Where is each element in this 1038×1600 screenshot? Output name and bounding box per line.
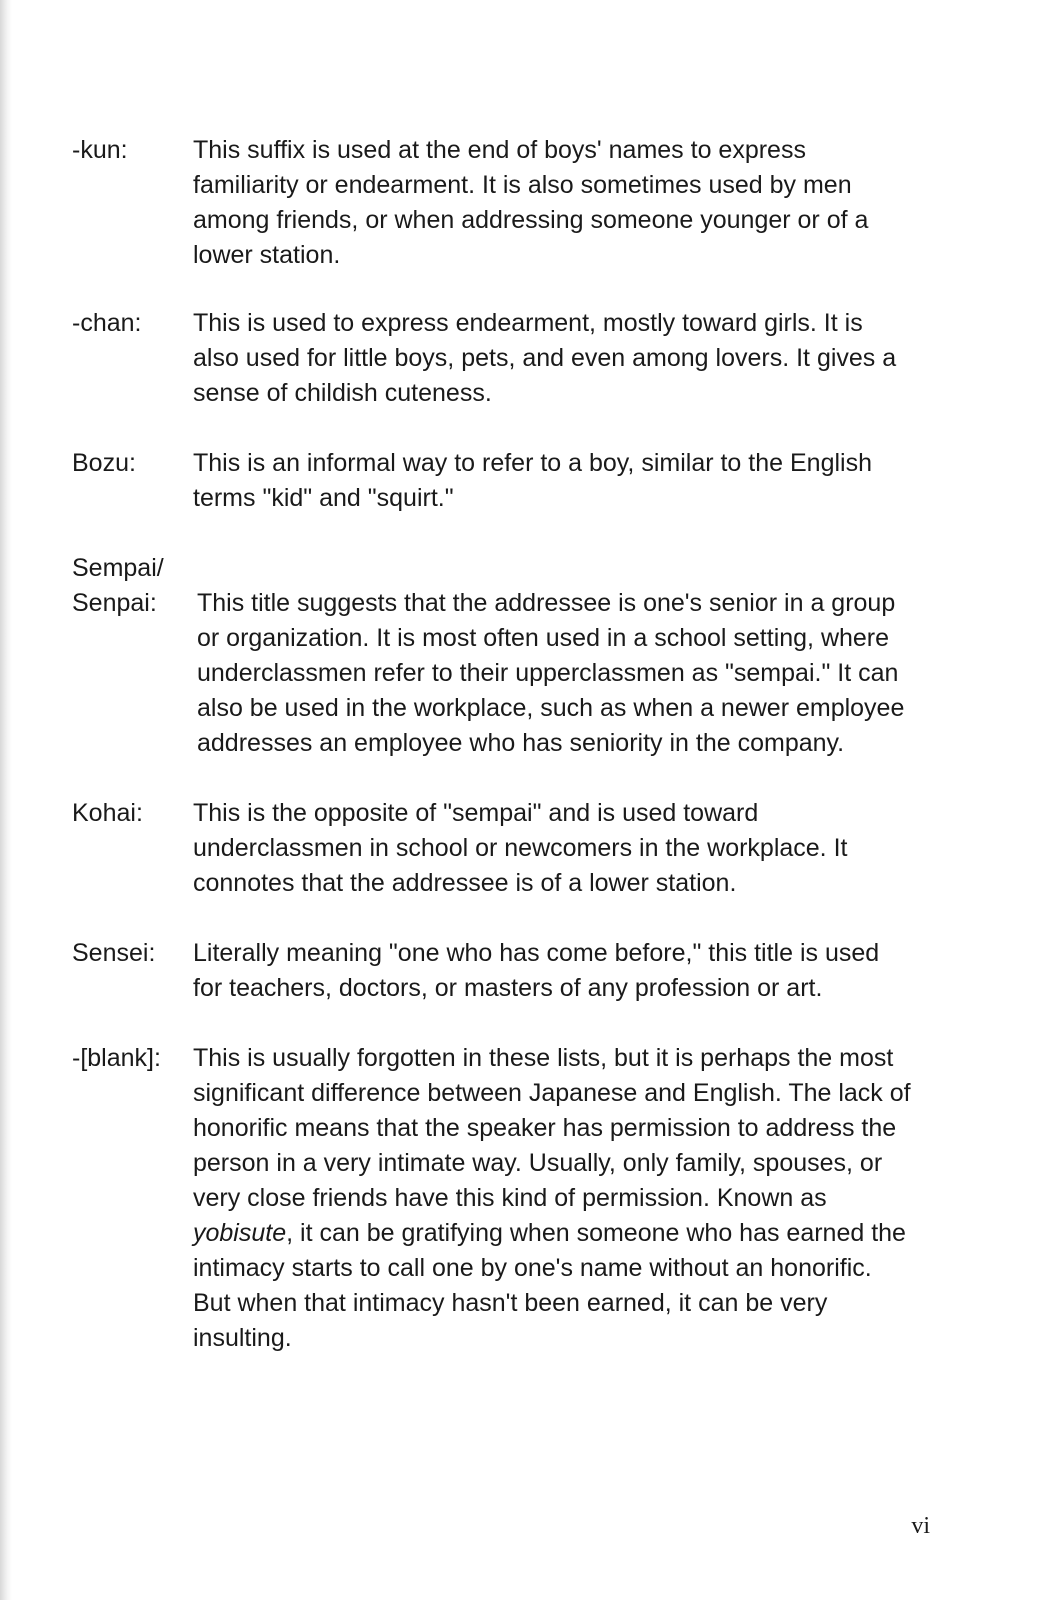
glossary-entry-bozu <box>72 446 922 516</box>
page-edge-shadow <box>0 0 12 1600</box>
entry-term <box>72 551 192 621</box>
entry-definition: Literally meaning "one who has come before," this title is used for teachers, doctors, or masters of any profession or art. <box>193 939 880 1002</box>
entry-definition: This title suggests that the addressee is one's senior in a group or organization. It is most often used in a school setting, where underclassmen refer to their upperclassmen as "sempai." It can also be used in the workplace, such as when a newer employee addresses an employee who has seniority in the company. <box>197 589 905 757</box>
glossary-entry-sensei <box>72 936 922 1006</box>
entry-definition: This suffix is used at the end of boys' names to express familiarity or endearment. It is also sometimes used by men among friends, or when addressing someone younger or of a lower station. <box>193 136 869 269</box>
entry-term: Sensei: <box>72 939 156 967</box>
page-number: vi <box>911 1513 930 1539</box>
entry-definition: This is used to express endearment, mostly toward girls. It is also used for little boys, pets, and even among lovers. It gives a sense of childish cuteness. <box>193 309 897 407</box>
glossary-entry-sempai <box>72 551 922 761</box>
entry-term: Kohai: <box>72 799 143 827</box>
entry-definition: This is the opposite of "sempai" and is used toward underclassmen in school or newcomers in the workplace. It connotes that the addressee is of a lower station. <box>193 799 848 897</box>
glossary-entry-kun <box>72 133 922 273</box>
entry-term: -chan: <box>72 309 142 337</box>
entry-definition <box>193 1041 913 1356</box>
italic-term-yobisute: yobisute <box>193 1219 287 1247</box>
honorifics-glossary <box>72 128 922 1356</box>
entry-term: -kun: <box>72 136 128 164</box>
glossary-entry-blank <box>72 1041 922 1356</box>
entry-term-line: Sempai/ <box>72 554 164 582</box>
glossary-entry-kohai <box>72 796 922 901</box>
entry-term: -[blank]: <box>72 1044 161 1072</box>
entry-term: Bozu: <box>72 449 136 477</box>
entry-term-line: Senpai: <box>72 589 157 617</box>
definition-text: , it can be gratifying when someone who has earned the intimacy starts to call one by one's name without an honorific. But when that intimacy hasn't been earned, it can be very insulting. <box>193 1219 906 1352</box>
glossary-entry-chan <box>72 306 922 411</box>
entry-definition: This is an informal way to refer to a boy, similar to the English terms "kid" and "squirt." <box>193 449 872 512</box>
definition-text: This is usually forgotten in these lists, but it is perhaps the most significant difference between Japanese and English. The lack of honorific means that the speaker has permission to address the person in a very intimate way. Usually, only family, spouses, or very close friends have this kind of permission. Known as <box>193 1044 911 1212</box>
